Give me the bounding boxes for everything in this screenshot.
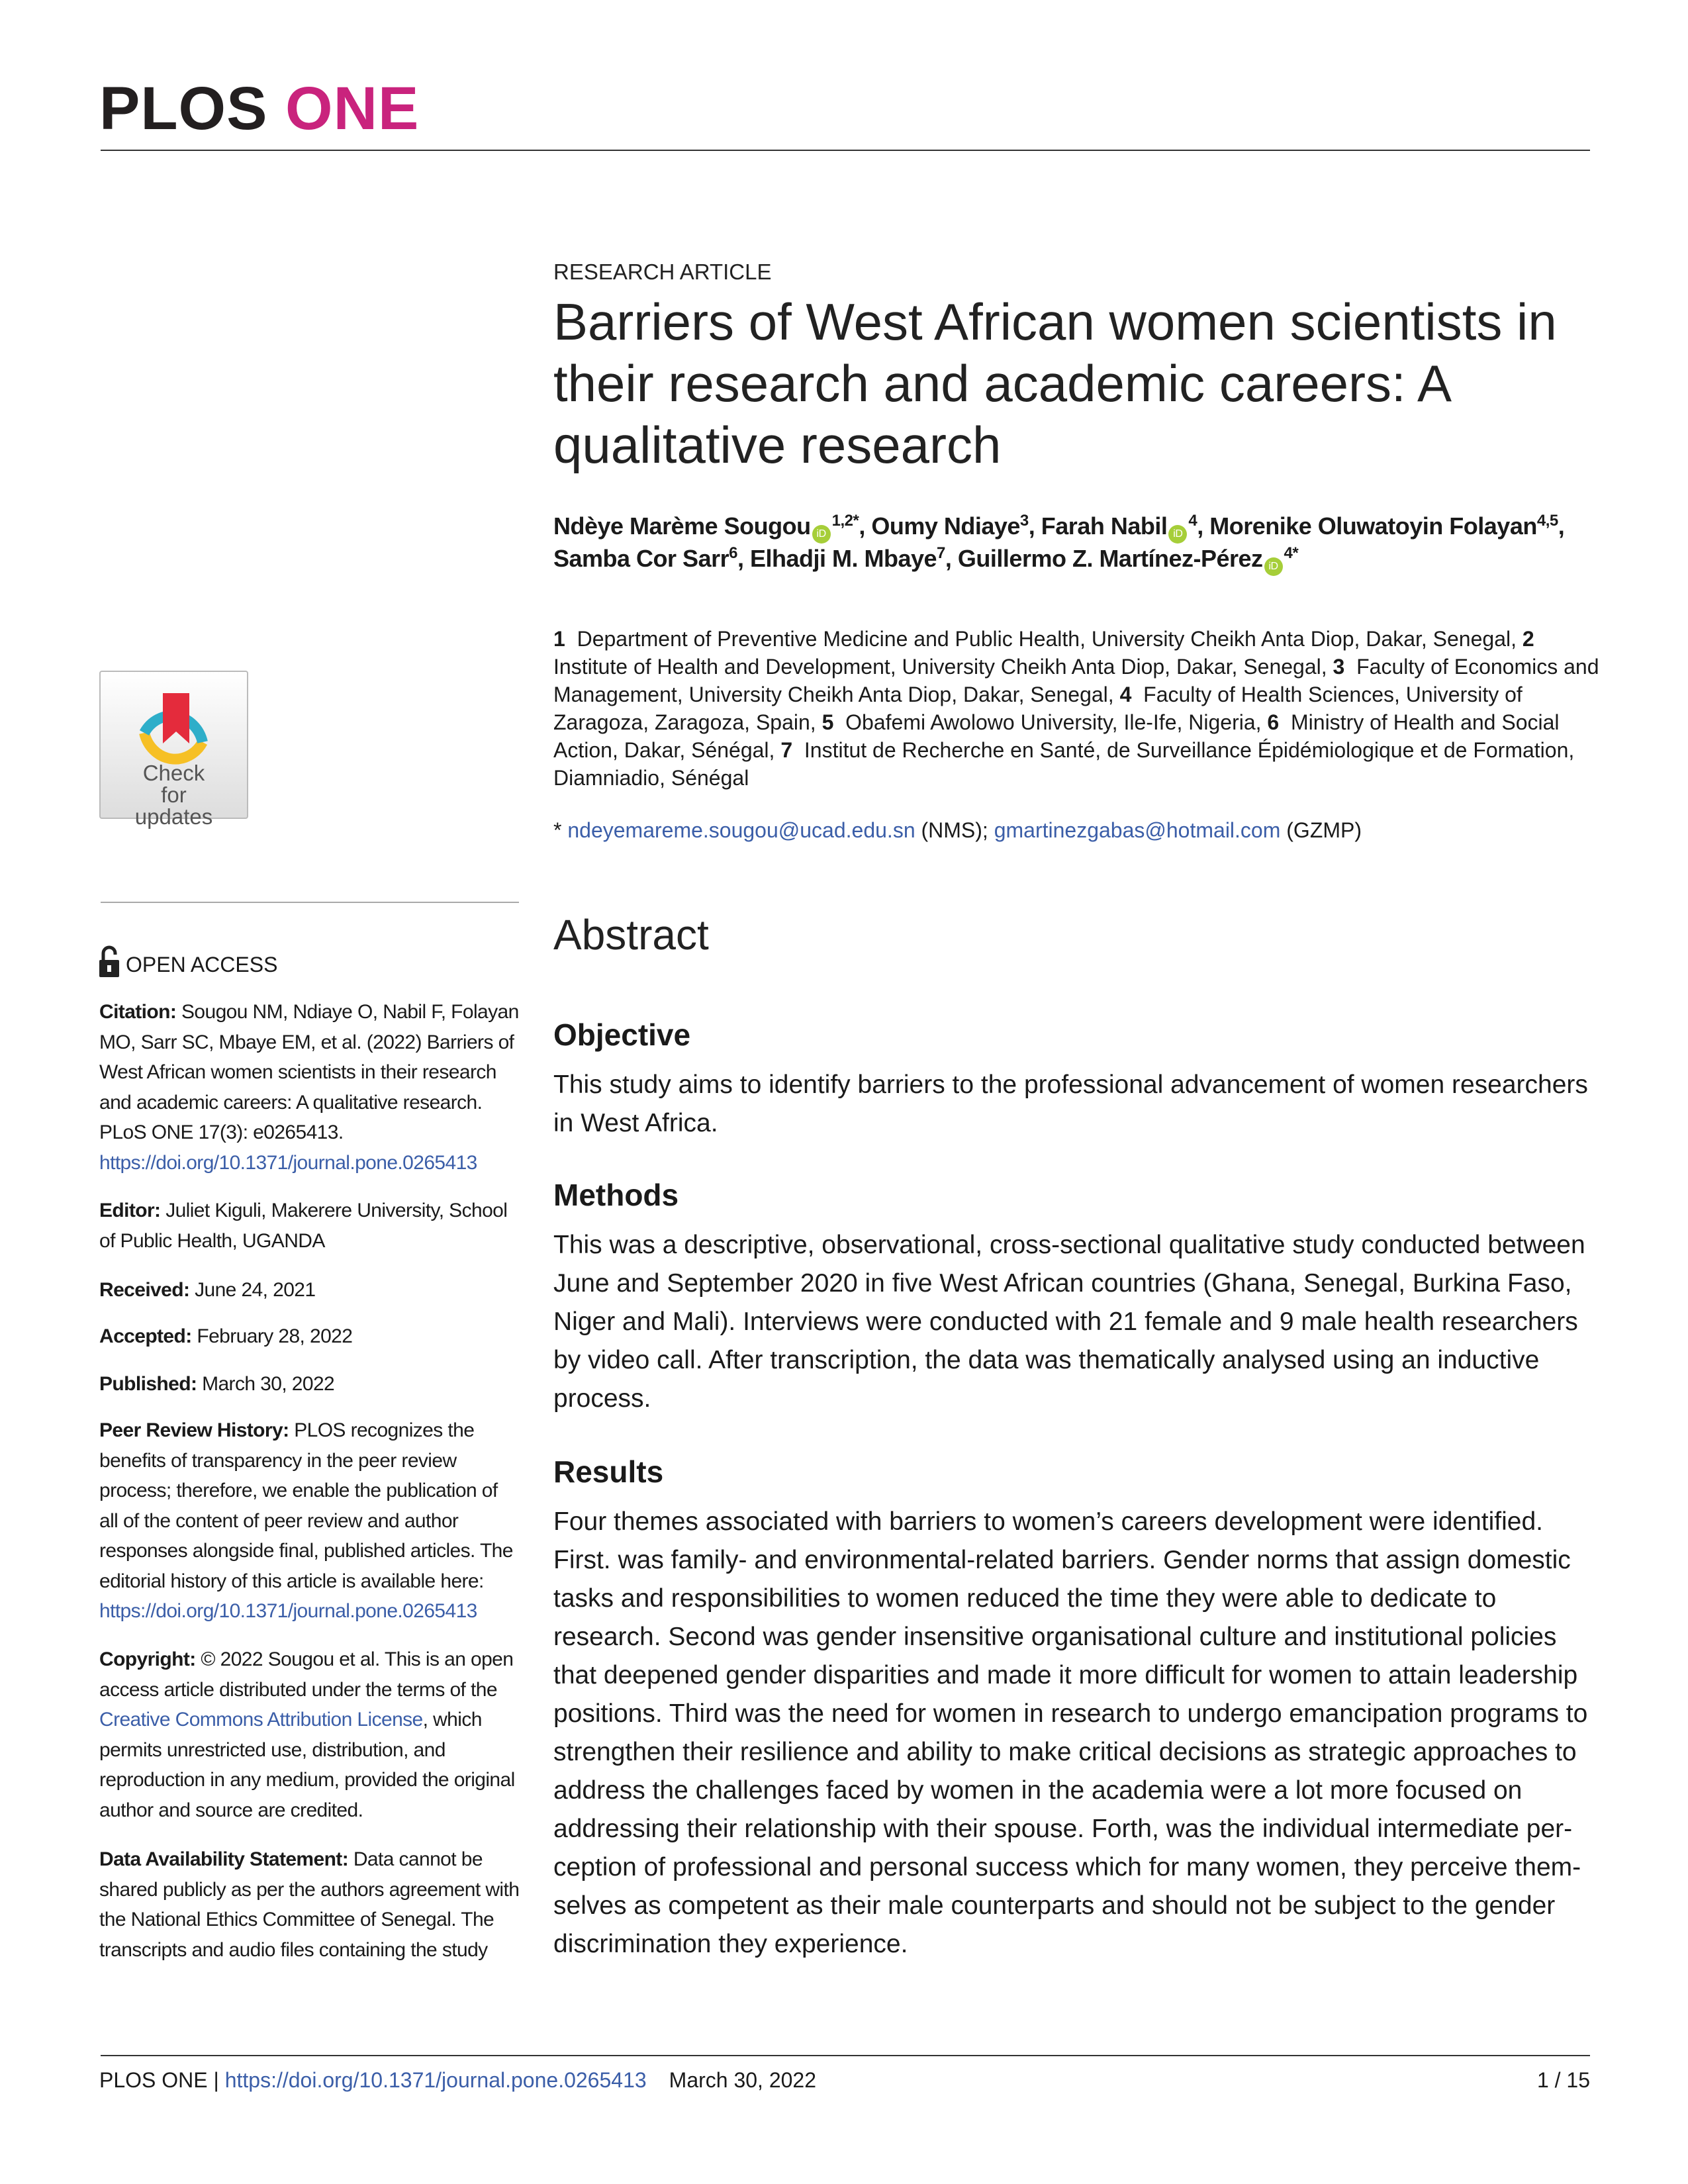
copyright-label: Copyright: <box>99 1648 196 1670</box>
logo-plos: PLOS <box>99 75 268 142</box>
editor <box>99 1196 520 1256</box>
check-for-updates-badge[interactable] <box>99 671 248 829</box>
abstract-heading: Abstract <box>553 911 709 959</box>
editor-label: Editor: <box>99 1200 161 1221</box>
received <box>99 1275 520 1306</box>
citation-label: Citation: <box>99 1001 177 1023</box>
author-name[interactable]: Farah Nabil <box>1041 512 1168 540</box>
corresponding-star: * <box>853 512 859 530</box>
affiliation-ref: 4 <box>1284 544 1293 562</box>
text-line: in West Africa. <box>553 1109 718 1137</box>
affiliation-text: Faculty of Economics and Management, University Cheikh Anta Diop, Dakar, Senegal, <box>553 655 1599 706</box>
text-line: research. Second was gender insensitive organisational culture and institutional policies <box>553 1623 1557 1651</box>
copyright <box>99 1644 520 1825</box>
text-line: address the challenges faced by women in the academia were a lot more focused on <box>553 1776 1523 1805</box>
affiliation-ref: 4,5 <box>1536 512 1558 530</box>
text-line: by video call. After transcription, the data was thematically analysed using an inductive <box>553 1346 1540 1374</box>
text-line: Four themes associated with barriers to women’s careers development were identified. <box>553 1507 1543 1536</box>
author-list: Ndèye Marème Sougou $iD^{1,2*}$, Oumy Ndiaye$^3$, Farah Nabil $iD^4$, Morenike Oluwatoyin Folayan$^{4,5}$, Samba Cor Sarr$^6$, Elhadji M. Mbaye$^7$, Guillermo Z. Martínez-Pérez $iD^{4*}$ <box>553 511 1593 576</box>
email-star: * <box>553 818 568 842</box>
published <box>99 1369 520 1400</box>
copyright-text-after: , which permits unrestricted use, distribution, and reproduction in any medium, provided the original author and source are credited. <box>99 1709 515 1821</box>
author-affiliation-number <box>729 544 737 562</box>
page-number: 1 / 15 <box>1536 2068 1590 2092</box>
affiliation-ref: 1,2 <box>831 512 853 530</box>
article-title <box>553 291 1599 476</box>
text-line: strengthen their resilience and ability to make critical decisions as strategic approaches to <box>553 1738 1577 1766</box>
accepted <box>99 1321 520 1352</box>
affiliation-number: 3 <box>1333 655 1345 679</box>
peer-review-link[interactable]: https://doi.org/10.1371/journal.pone.0265413 <box>99 1600 477 1622</box>
text-line: discrimination they experience. <box>553 1930 908 1958</box>
data-availability-label: Data Availability Statement: <box>99 1848 349 1870</box>
author-name[interactable]: Elhadji M. Mbaye <box>749 545 937 572</box>
citation-text: Sougou NM, Ndiaye O, Nabil F, Folayan MO, Sarr SC, Mbaye EM, et al. (2022) Barriers of West African women scientists in their research and academic careers: A qualitative research. PLoS ONE 17(3): e0265413. <box>99 1001 519 1143</box>
abstract-section-heading: Results <box>553 1454 664 1489</box>
orcid-icon[interactable]: iD <box>812 525 831 544</box>
peer-review-text: PLOS recognizes the benefits of transparency in the peer review process; therefore, we enable the publication of all of the content of peer review and author responses alongside final, published articles. The editorial history of this article is available here: <box>99 1419 513 1592</box>
title-line: qualitative research <box>553 416 1002 474</box>
affiliation-ref: 4 <box>1188 512 1197 530</box>
author-affiliation-number <box>937 544 945 562</box>
affiliation-number: 4 <box>1119 683 1132 706</box>
received-date: June 24, 2021 <box>189 1279 316 1301</box>
plos-one-logo <box>99 75 420 142</box>
text-line: Niger and Mali). Interviews were conducted with 21 female and 9 male health researchers <box>553 1307 1578 1336</box>
author-affiliation-number <box>1537 512 1558 530</box>
footer-date: March 30, 2022 <box>669 2068 817 2092</box>
affiliation-number: 2 <box>1522 627 1534 651</box>
title-line: Barriers of West African women scientists in <box>553 293 1557 351</box>
citation-doi-link[interactable]: https://doi.org/10.1371/journal.pone.0265413 <box>99 1151 477 1174</box>
citation <box>99 997 520 1178</box>
text-line: This was a descriptive, observational, cross-sectional qualitative study conducted between <box>553 1231 1585 1259</box>
affiliation-text: Ministry of Health and Social Action, Dakar, Sénégal, <box>553 710 1560 762</box>
author-name[interactable]: Guillermo Z. Martínez-Pérez <box>957 545 1263 572</box>
author-affiliation-number <box>1020 512 1029 530</box>
author-name[interactable]: Oumy Ndiaye <box>871 512 1020 540</box>
accepted-date: February 28, 2022 <box>191 1325 353 1347</box>
article-type: RESEARCH ARTICLE <box>553 260 772 284</box>
logo-one: ONE <box>285 75 420 142</box>
email-owner-2: (GZMP) <box>1280 818 1362 842</box>
author-name[interactable]: Samba Cor Sarr <box>553 545 729 572</box>
orcid-icon[interactable]: iD <box>1264 557 1283 576</box>
accepted-label: Accepted: <box>99 1325 192 1347</box>
affiliation-text: Institut de Recherche en Santé, de Surveillance Épidémiologique et de Formation, Diamniadio, Sénégal <box>553 738 1575 790</box>
abstract-paragraph <box>553 1503 1599 1964</box>
check-updates-label: Check for updates <box>134 761 213 829</box>
text-line: ception of professional and personal success which for many women, they perceive them- <box>553 1853 1581 1881</box>
copyright-text: © 2022 Sougou et al. This is an open access article distributed under the terms of the <box>99 1648 514 1701</box>
data-availability-text: Data cannot be shared publicly as per the authors agreement with the National Ethics Committee of Senegal. The transcripts and audio files containing the study <box>99 1848 520 1961</box>
affiliation-text: Institute of Health and Development, University Cheikh Anta Diop, Dakar, Senegal, <box>553 655 1327 679</box>
affiliation-text: Obafemi Awolowo University, Ile-Ife, Nigeria, <box>845 710 1262 734</box>
affiliation-ref: 3 <box>1019 512 1029 530</box>
corresponding-emails <box>553 818 1362 843</box>
open-access <box>99 945 277 977</box>
affiliation-number: 6 <box>1267 710 1280 734</box>
license-link[interactable]: Creative Commons Attribution License <box>99 1709 423 1731</box>
title-line: their research and academic careers: A <box>553 354 1452 412</box>
received-label: Received: <box>99 1279 190 1301</box>
email-link-2[interactable]: gmartinezgabas@hotmail.com <box>994 818 1281 842</box>
text-line: selves as competent as their male counterparts and should not be subject to the gender <box>553 1891 1556 1920</box>
author-affiliation-number <box>1284 544 1299 562</box>
footer-journal: PLOS ONE | <box>99 2068 225 2092</box>
abstract-section-heading: Methods <box>553 1178 679 1212</box>
affiliation-text: Department of Preventive Medicine and Public Health, University Cheikh Anta Diop, Dakar, Senegal, <box>577 627 1517 651</box>
text-line: This study aims to identify barriers to the professional advancement of women researchers <box>553 1070 1588 1099</box>
author-name[interactable]: Ndèye Marème Sougou <box>553 512 811 540</box>
data-availability <box>99 1844 520 1965</box>
abstract-paragraph <box>553 1226 1599 1418</box>
affiliation-number: 7 <box>780 738 793 762</box>
published-date: March 30, 2022 <box>197 1373 335 1395</box>
text-line: June and September 2020 in five West African countries (Ghana, Senegal, Burkina Faso, <box>553 1269 1572 1298</box>
author-name[interactable]: Morenike Oluwatoyin Folayan <box>1209 512 1537 540</box>
peer-review-history <box>99 1415 520 1627</box>
affiliation-text: Faculty of Health Sciences, University of Zaragoza, Zaragoza, Spain, <box>553 683 1523 734</box>
footer-doi-link[interactable]: https://doi.org/10.1371/journal.pone.0265413 <box>224 2068 647 2092</box>
affiliation-number: 5 <box>821 710 834 734</box>
corresponding-star: * <box>1292 544 1299 562</box>
text-line: First. was family- and environmental-related barriers. Gender norms that assign domestic <box>553 1546 1571 1574</box>
open-access-label: OPEN ACCESS <box>126 953 278 976</box>
text-line: that deepened gender disparities and made it more difficult for women to attain leadership <box>553 1661 1578 1689</box>
published-label: Published: <box>99 1373 197 1395</box>
editor-text: Juliet Kiguli, Makerere University, School of Public Health, UGANDA <box>99 1200 508 1252</box>
footer-rule <box>101 2055 1590 2056</box>
affiliation-number: 1 <box>553 627 565 651</box>
affiliation-ref: 7 <box>937 544 945 562</box>
author-affiliation-number <box>1188 512 1197 530</box>
footer <box>99 2068 816 2093</box>
affiliation-ref: 6 <box>729 544 737 562</box>
affiliations <box>553 625 1599 792</box>
text-line: positions. Third was the need for women in research to undergo emancipation programs to <box>553 1699 1588 1728</box>
peer-review-label: Peer Review History: <box>99 1419 289 1441</box>
text-line: process. <box>553 1384 651 1413</box>
sidebar-rule <box>101 902 519 903</box>
abstract-section-heading: Objective <box>553 1018 691 1052</box>
text-line: addressing their relationship with their spouse. Forth, was the individual intermediate per- <box>553 1815 1573 1843</box>
author-affiliation-number <box>832 512 859 530</box>
crossmark-icon <box>131 679 217 765</box>
abstract-paragraph <box>553 1066 1599 1143</box>
email-owner-1: (NMS); <box>915 818 994 842</box>
text-line: tasks and responsibilities to women reduced the time they were able to dedicate to <box>553 1584 1497 1613</box>
orcid-icon[interactable]: iD <box>1168 525 1187 544</box>
header-rule <box>101 150 1590 151</box>
email-link-1[interactable]: ndeyemareme.sougou@ucad.edu.sn <box>567 818 915 842</box>
open-lock-icon <box>99 945 119 977</box>
